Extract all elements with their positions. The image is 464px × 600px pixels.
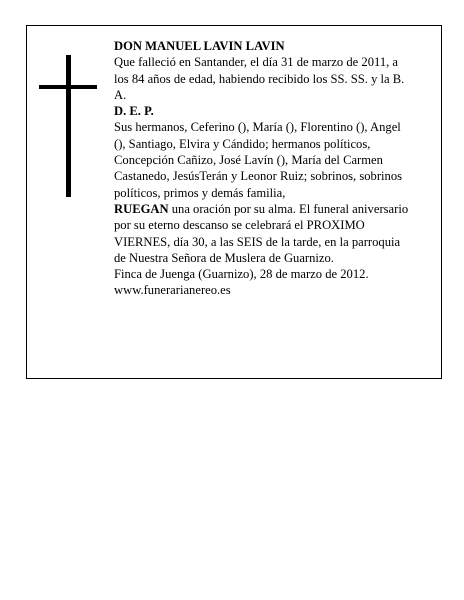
family-list: Sus hermanos, Ceferino (), María (), Florentino (), Angel (), Santiago, Elvira y Cándido; hermanos políticos, Concepción Cañizo, José Lavín (), María del Carmen Castanedo, JesúsTerán y Leonor Ruiz; sobrinos, sobrinos políticos, primos y demás familia, <box>114 120 403 200</box>
rip-abbreviation: D. E. P. <box>114 104 154 119</box>
cross-horizontal-bar <box>39 85 97 89</box>
obituary-notice <box>26 25 442 379</box>
place-date: Finca de Juenga (Guarnizo), 28 de marzo de 2012. <box>114 267 369 282</box>
request-verb: RUEGAN <box>114 201 169 216</box>
death-notice: Que falleció en Santander, el día 31 de marzo de 2011, a los 84 años de edad, habiendo recibido los SS. SS. y la B. A. <box>114 55 405 102</box>
funeral-home-website: www.funerarianereo.es <box>114 283 231 298</box>
funeral-request <box>114 201 414 266</box>
cross-vertical-bar <box>66 55 71 197</box>
request-text: una oración por su alma. El funeral aniversario por su eterno descanso se celebrará el PROXIMO VIERNES, día 30, a las SEIS de la tarde, en la parroquia de Nuestra Señora de Muslera de Guarnizo. <box>114 201 409 265</box>
deceased-name: DON MANUEL LAVIN LAVIN <box>114 39 285 53</box>
obituary-text <box>114 38 414 299</box>
